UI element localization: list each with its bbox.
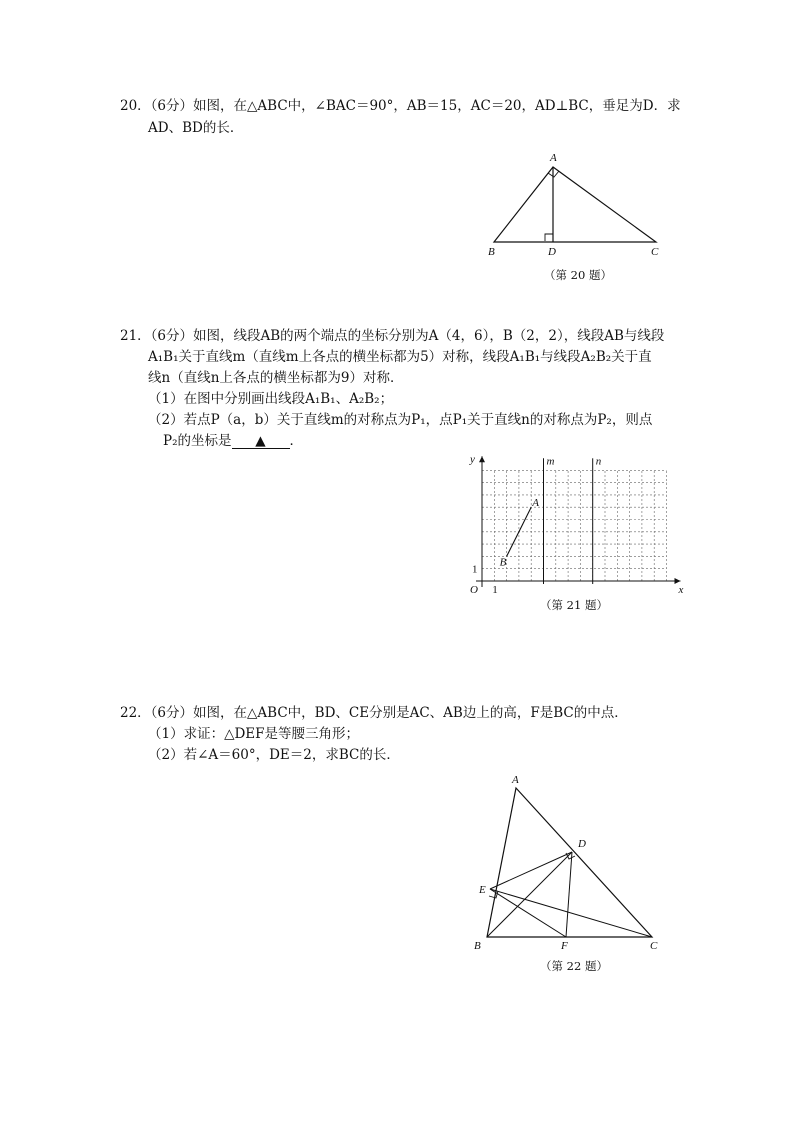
q22-caption: （第 22 题） — [540, 959, 608, 973]
q22-part-2: （2）若∠A＝60°，DE＝2，求BC的长． — [148, 747, 400, 763]
q21-line-2: A₁B₁关于直线m（直线m上各点的横坐标都为5）对称，线段A₁B₁与线段A₂B₂关于直 — [148, 349, 652, 365]
q21-part-1: （1）在图中分别画出线段A₁B₁、A₂B₂； — [148, 391, 394, 407]
q22-label-a: A — [512, 774, 519, 786]
q22-label-b: B — [474, 940, 481, 952]
q20-label-c: C — [651, 246, 659, 258]
q21-part-2: （2）若点P（a，b）关于直线m的对称点为P₁，点P₁关于直线n的对称点为P₂，则点 — [148, 412, 653, 428]
point-a-label: A — [532, 497, 539, 510]
q22-label-d: D — [578, 838, 586, 850]
q20-figure — [480, 150, 670, 260]
point-b-label: B — [499, 556, 507, 569]
y-axis-arrow — [479, 456, 485, 462]
q20-label-a: A — [550, 152, 557, 164]
line-m-label: m — [546, 455, 555, 468]
q20-label-d: D — [548, 246, 556, 258]
q20-label-b: B — [488, 246, 495, 258]
tick-label-y-1: 1 — [472, 563, 478, 576]
q22-part-1: （1）求证：△DEF是等腰三角形； — [148, 726, 360, 742]
q21-part-2b — [163, 432, 303, 450]
q21-line-3: 线n（直线n上各点的横坐标都为9）对称． — [148, 370, 404, 386]
q21-caption: （第 21 题） — [540, 598, 608, 612]
tick-label-x-1: 1 — [492, 584, 498, 596]
q22-line-1: 22．（6分）如图，在△ABC中，BD、CE分别是AC、AB边上的高，F是BC的中点． — [120, 705, 628, 721]
q20-line-1: 20．（6分）如图，在△ABC中，∠BAC＝90°，AB＝15，AC＝20，AD⊥BC，垂足为D．求 — [120, 98, 681, 114]
q22-figure — [470, 770, 670, 955]
axis-label-y: y — [470, 453, 475, 466]
q20-caption: （第 20 题） — [544, 268, 612, 282]
q22-label-c: C — [650, 940, 658, 952]
q21-grid-figure — [460, 453, 684, 596]
q21-answer-suffix: ． — [289, 433, 303, 449]
line-n-label: n — [595, 455, 602, 468]
q21-answer-blank — [232, 434, 290, 449]
axis-label-x: x — [678, 584, 684, 596]
q22-label-f: F — [561, 940, 568, 952]
origin-label: O — [470, 584, 478, 596]
q22-label-e: E — [479, 884, 486, 896]
q21-line-1: 21．（6分）如图，线段AB的两个端点的坐标分别为A（4，6），B（2，2），线段AB与线段 — [120, 328, 665, 344]
q21-answer-prefix: P₂的坐标是 — [163, 433, 232, 449]
q21-blank-mark: ▲ — [255, 433, 266, 449]
q20-line-2: AD、BD的长． — [148, 120, 244, 136]
